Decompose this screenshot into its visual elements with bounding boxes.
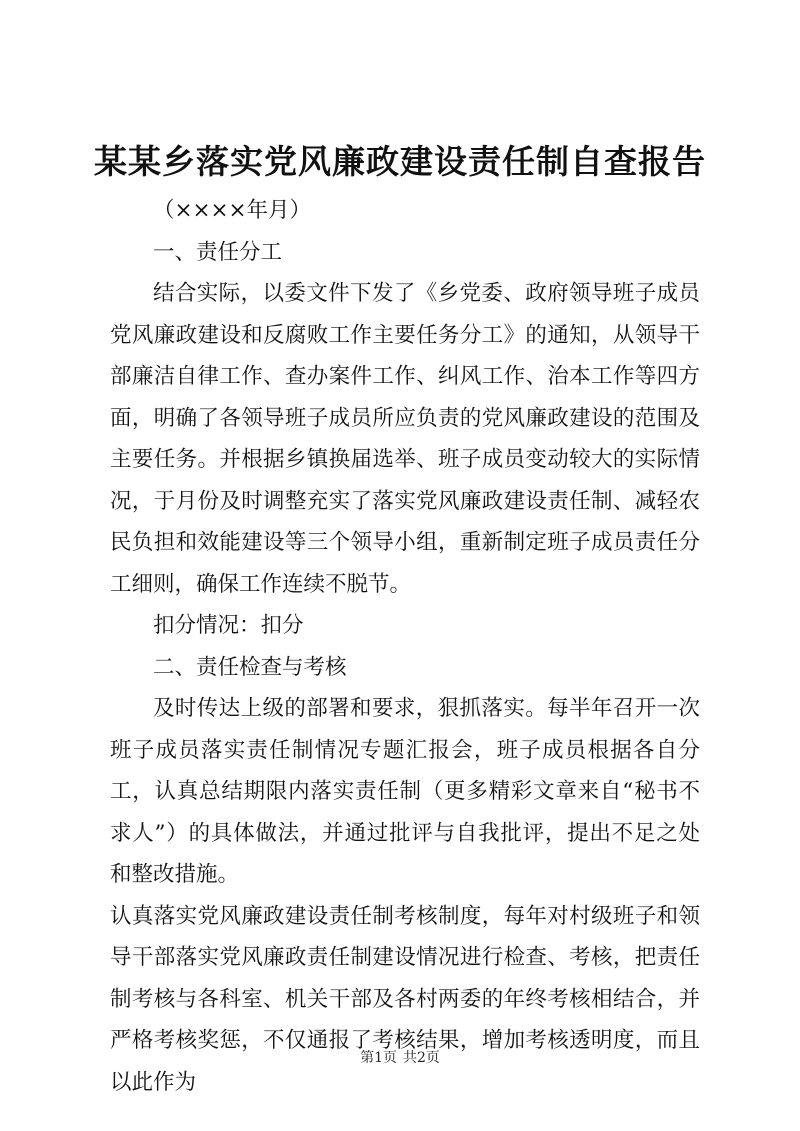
- section-heading-inspection: 二、责任检查与考核: [153, 654, 347, 680]
- document-title: 某某乡落实党风廉政建设责任制自查报告: [94, 142, 706, 181]
- page-number-current: 第1页: [360, 1050, 397, 1066]
- document-body: [110, 190, 700, 1103]
- paragraph-responsibility: 结合实际，以委文件下发了《乡党委、政府领导班子成员党风廉政建设和反腐败工作主要任务分工》的通知，从领导干部廉洁自律工作、查办案件工作、纠风工作、治本工作等四方面，明确了各领导班子成员所应负责的党风廉政建设的范围及主要任务。并根据乡镇换届选举、班子成员变动较大的实际情况，于月份及时调整充实了落实党风廉政建设责任制、减轻农民负担和效能建设等三个领导小组，重新制定班子成员责任分工细则，确保工作连续不脱节。: [110, 281, 700, 597]
- section-heading-responsibility: 一、责任分工: [153, 239, 283, 265]
- deduction-line: 扣分情况：扣分: [153, 613, 304, 638]
- paragraph-inspection-b: 认真落实党风廉政建设责任制考核制度，每年对村级班子和领导干部落实党风廉政责任制建设情况进行检查、考核，把责任制考核与各科室、机关干部及各村两委的年终考核相结合，并严格考核奖惩，不仅通报了考核结果，增加考核透明度，而且以此作为: [110, 903, 700, 1095]
- paragraph-inspection-a: 及时传达上级的部署和要求，狠抓落实。每半年召开一次班子成员落实责任制情况专题汇报会，班子成员根据各自分工，认真总结期限内落实责任制（更多精彩文章来自“秘书不求人”）的具体做法，并通过批评与自我批评，提出不足之处和整改措施。: [110, 696, 700, 887]
- page-number-total: 共2页: [403, 1050, 440, 1066]
- page-footer: [0, 1048, 800, 1068]
- date-line: （××××年月）: [153, 198, 312, 223]
